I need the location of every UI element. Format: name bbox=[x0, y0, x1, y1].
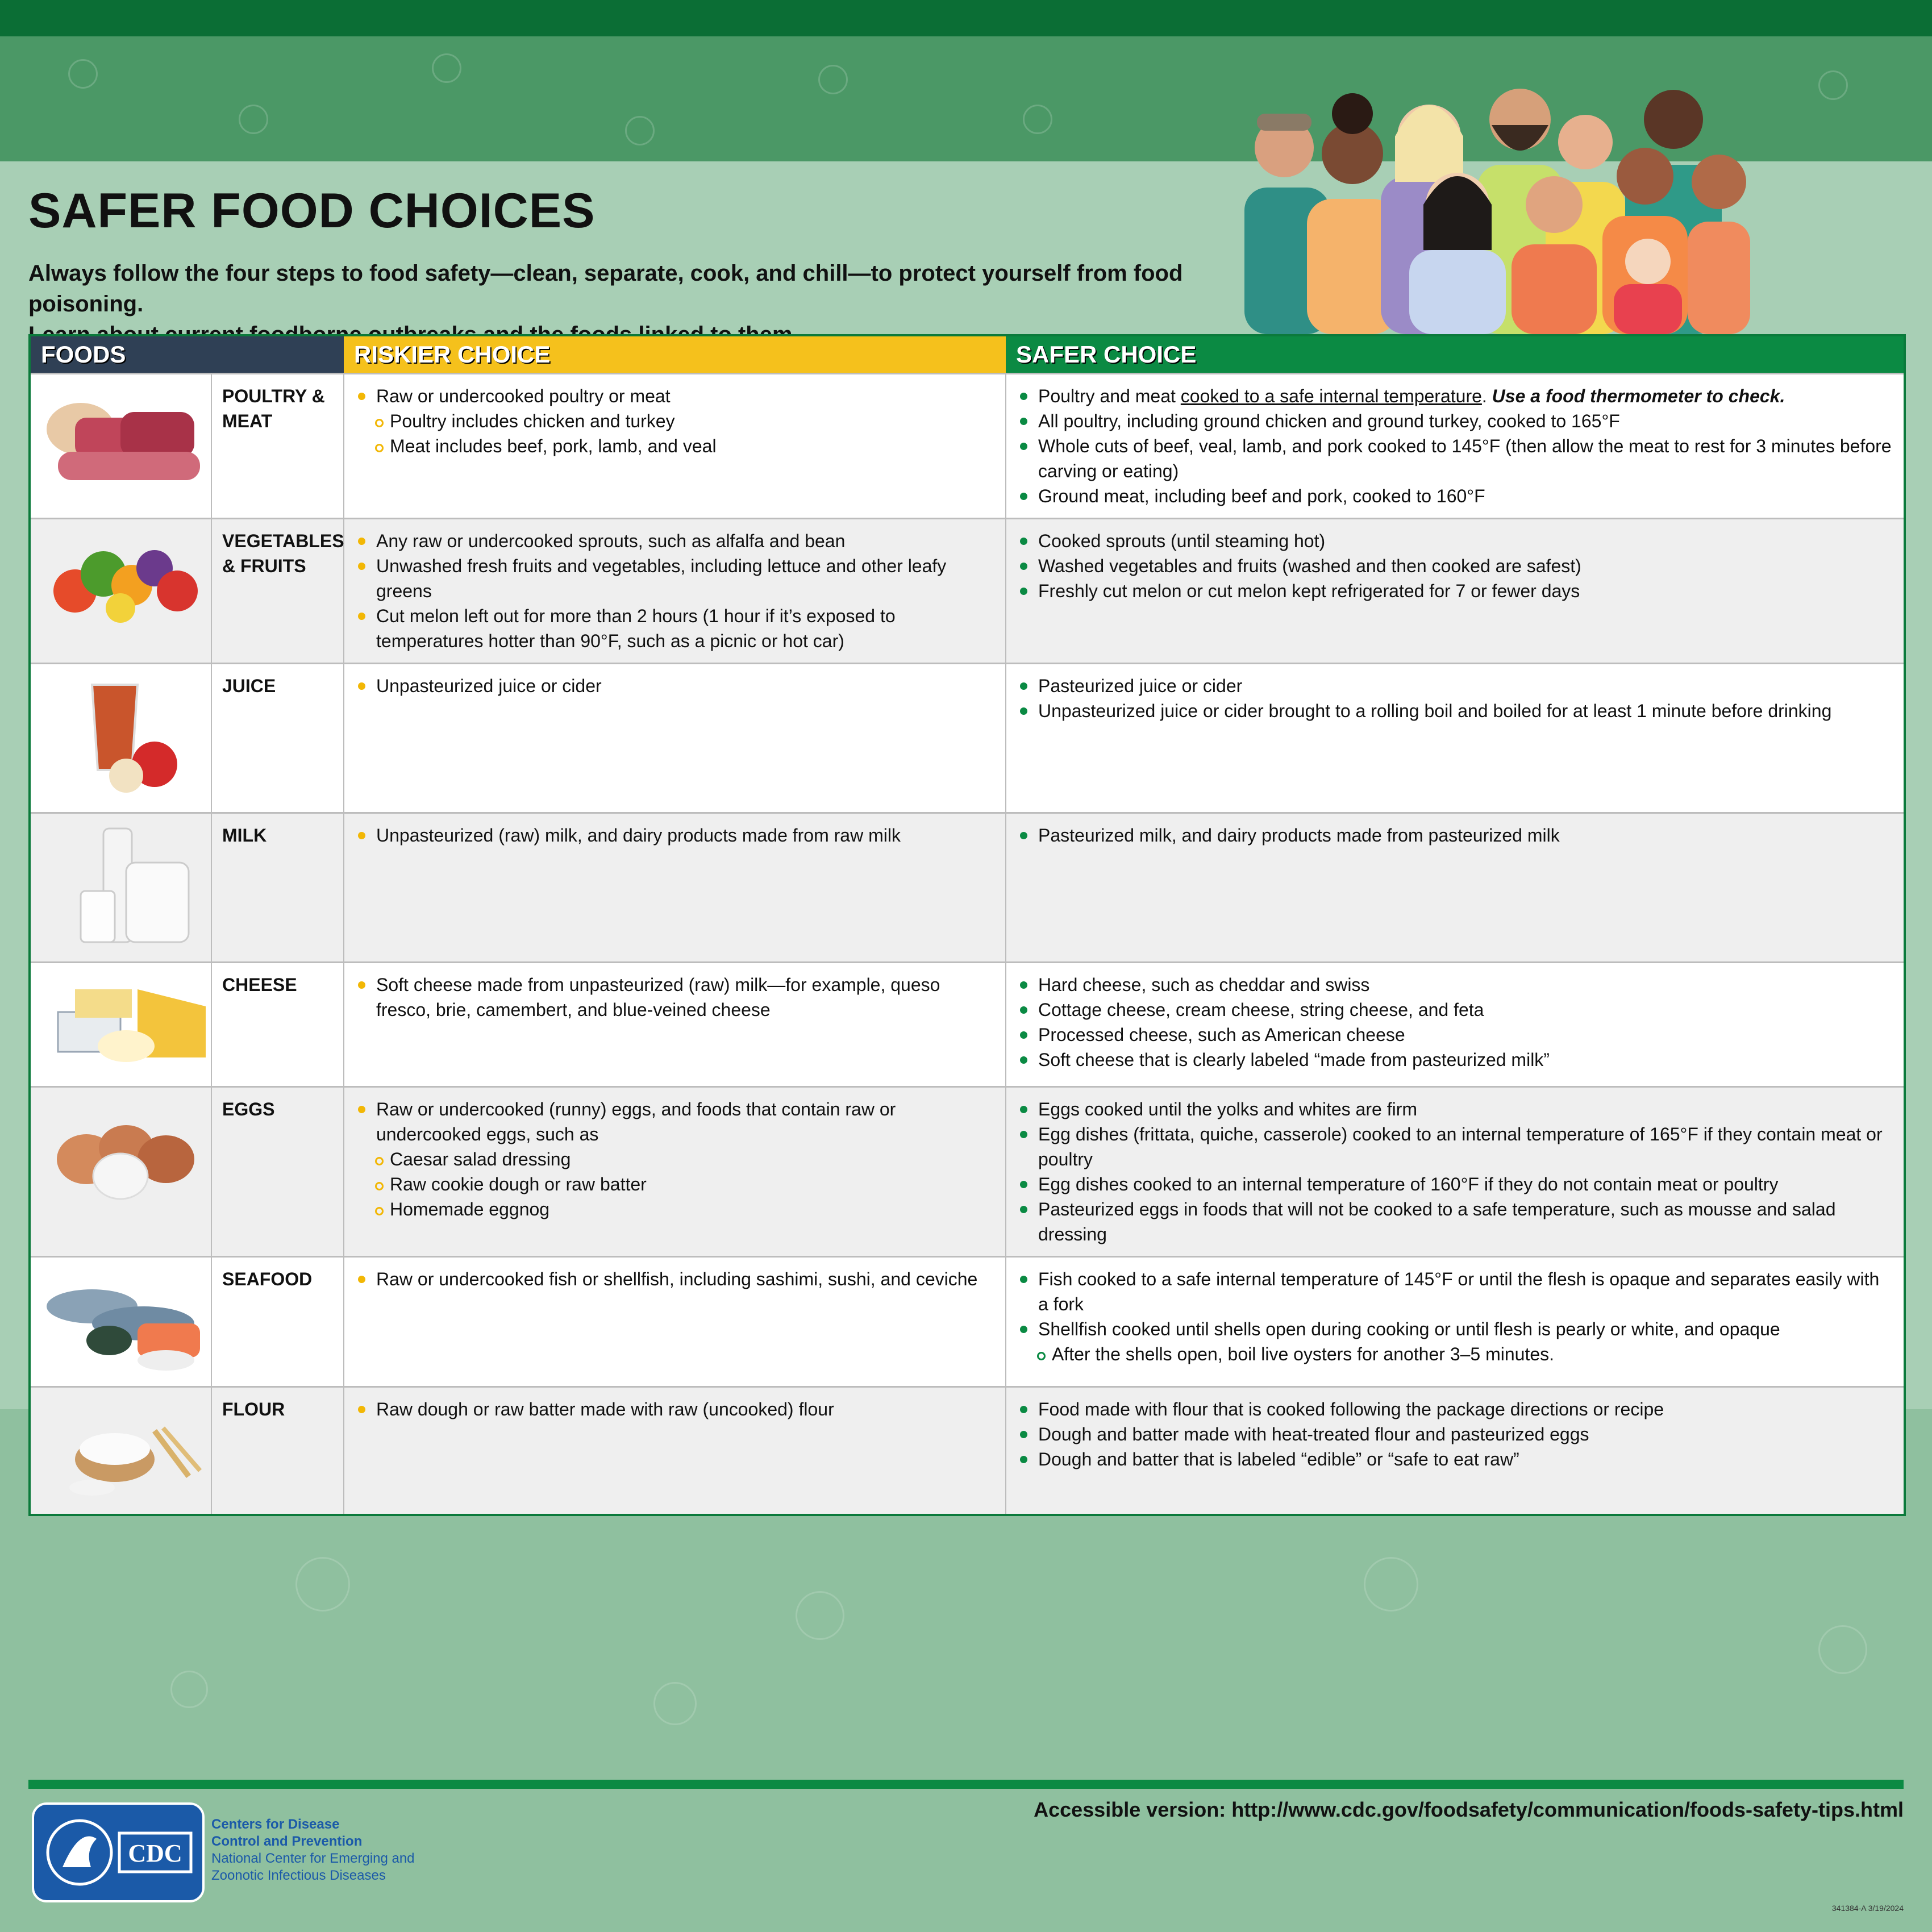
cheese-image bbox=[41, 972, 211, 1075]
riskier-cell bbox=[344, 1087, 1006, 1257]
table-row bbox=[30, 1257, 1905, 1387]
safer-item: Hard cheese, such as cheddar and swiss bbox=[1017, 972, 1893, 997]
food-name: VEGETABLES & FRUITS bbox=[211, 519, 344, 664]
footer-divider bbox=[28, 1780, 1904, 1789]
riskier-subitem: Homemade eggnog bbox=[355, 1197, 995, 1222]
flour-image bbox=[41, 1397, 211, 1505]
safer-item: Food made with flour that is cooked following the package directions or recipe bbox=[1017, 1397, 1893, 1422]
safer-subitem: After the shells open, boil live oysters for another 3–5 minutes. bbox=[1017, 1342, 1893, 1367]
safer-cell bbox=[1006, 1257, 1905, 1387]
food-image-cell bbox=[30, 374, 211, 519]
riskier-item: Unpasteurized (raw) milk, and dairy products made from raw milk bbox=[355, 823, 995, 848]
safer-cell bbox=[1006, 1387, 1905, 1515]
thermometer-note: Use a food thermometer to check. bbox=[1492, 386, 1785, 406]
safer-item-punct: . bbox=[1481, 386, 1492, 406]
vegetables-fruits-image bbox=[41, 528, 211, 625]
safer-item: Pasteurized eggs in foods that will not be cooked to a safe temperature, such as mousse and salad dressing bbox=[1017, 1197, 1893, 1247]
safer-item: Unpasteurized juice or cider brought to a rolling boil and boiled for at least 1 minute before drinking bbox=[1017, 698, 1893, 723]
safer-cell bbox=[1006, 963, 1905, 1087]
document-id: 341384-A 3/19/2024 bbox=[1831, 1904, 1904, 1913]
food-image-cell bbox=[30, 1257, 211, 1387]
cdc-name-line-1: Centers for Disease bbox=[211, 1817, 340, 1832]
header-foods: FOODS bbox=[30, 335, 344, 374]
safer-cell bbox=[1006, 374, 1905, 519]
milk-image bbox=[41, 823, 211, 948]
table-row bbox=[30, 1387, 1905, 1515]
safer-item: Egg dishes cooked to an internal temperature of 160°F if they do not contain meat or poultry bbox=[1017, 1172, 1893, 1197]
riskier-item: Raw or undercooked poultry or meat bbox=[355, 384, 995, 409]
seafood-image bbox=[41, 1267, 211, 1375]
riskier-cell bbox=[344, 519, 1006, 664]
riskier-item: Cut melon left out for more than 2 hours (1 hour if it’s exposed to temperatures hotter than 90°F, such as a picnic or hot car) bbox=[355, 603, 995, 653]
safer-item: Dough and batter made with heat-treated flour and pasteurized eggs bbox=[1017, 1422, 1893, 1447]
table-header-row bbox=[30, 335, 1905, 374]
safer-item: All poultry, including ground chicken and ground turkey, cooked to 165°F bbox=[1017, 409, 1893, 434]
safer-item: Whole cuts of beef, veal, lamb, and pork cooked to 145°F (then allow the meat to rest for 3 minutes before carving or eating) bbox=[1017, 434, 1893, 484]
riskier-item: Raw or undercooked fish or shellfish, including sashimi, sushi, and ceviche bbox=[355, 1267, 995, 1292]
food-choices-table bbox=[28, 334, 1906, 1516]
cdc-name bbox=[211, 1816, 415, 1884]
food-image-cell bbox=[30, 1087, 211, 1257]
header-safer-choice: SAFER CHOICE bbox=[1006, 335, 1905, 374]
safer-item: Fish cooked to a safe internal temperature of 145°F or until the flesh is opaque and separates easily with a fork bbox=[1017, 1267, 1893, 1317]
table-row bbox=[30, 519, 1905, 664]
riskier-item: Unwashed fresh fruits and vegetables, including lettuce and other leafy greens bbox=[355, 553, 995, 603]
food-name: CHEESE bbox=[211, 963, 344, 1087]
safer-item: Cooked sprouts (until steaming hot) bbox=[1017, 528, 1893, 553]
cdc-logo-text: CDC bbox=[128, 1839, 182, 1867]
intro-line-1: Always follow the four steps to food safety—clean, separate, cook, and chill—to protect yourself from food poisoning. bbox=[28, 261, 1183, 317]
table-row bbox=[30, 664, 1905, 813]
food-image-cell bbox=[30, 519, 211, 664]
safer-item: Freshly cut melon or cut melon kept refrigerated for 7 or fewer days bbox=[1017, 578, 1893, 603]
riskier-subitem: Caesar salad dressing bbox=[355, 1147, 995, 1172]
riskier-cell bbox=[344, 963, 1006, 1087]
table-row bbox=[30, 813, 1905, 963]
riskier-item: Soft cheese made from unpasteurized (raw) milk—for example, queso fresco, brie, camembert, and blue-veined cheese bbox=[355, 972, 995, 1022]
riskier-item: Any raw or undercooked sprouts, such as alfalfa and bean bbox=[355, 528, 995, 553]
food-image-cell bbox=[30, 813, 211, 963]
riskier-item: Unpasteurized juice or cider bbox=[355, 673, 995, 698]
safer-item: Washed vegetables and fruits (washed and then cooked are safest) bbox=[1017, 553, 1893, 578]
page-title: SAFER FOOD CHOICES bbox=[28, 184, 596, 238]
cdc-name-line-4: Zoonotic Infectious Diseases bbox=[211, 1868, 386, 1883]
eggs-image bbox=[41, 1097, 211, 1210]
safer-item: Dough and batter that is labeled “edible” or “safe to eat raw” bbox=[1017, 1447, 1893, 1472]
safer-cell bbox=[1006, 1087, 1905, 1257]
table-row bbox=[30, 1087, 1905, 1257]
food-name: JUICE bbox=[211, 664, 344, 813]
safer-item: Soft cheese that is clearly labeled “made from pasteurized milk” bbox=[1017, 1047, 1893, 1072]
safer-cell bbox=[1006, 519, 1905, 664]
hhs-eagle-icon bbox=[34, 1805, 202, 1900]
food-image-cell bbox=[30, 963, 211, 1087]
safer-item: Processed cheese, such as American cheese bbox=[1017, 1022, 1893, 1047]
riskier-subitem: Meat includes beef, pork, lamb, and veal bbox=[355, 434, 995, 459]
people-illustration bbox=[1239, 34, 1750, 334]
poultry-meat-image bbox=[41, 384, 211, 497]
food-name: EGGS bbox=[211, 1087, 344, 1257]
riskier-item: Raw dough or raw batter made with raw (uncooked) flour bbox=[355, 1397, 995, 1422]
riskier-cell bbox=[344, 813, 1006, 963]
food-name: MILK bbox=[211, 813, 344, 963]
food-name: POULTRY & MEAT bbox=[211, 374, 344, 519]
riskier-subitem: Raw cookie dough or raw batter bbox=[355, 1172, 995, 1197]
cdc-logo bbox=[32, 1802, 205, 1902]
accessible-version-link[interactable]: Accessible version: http://www.cdc.gov/foodsafety/communication/foods-safety-tips.html bbox=[1034, 1798, 1904, 1821]
food-name: SEAFOOD bbox=[211, 1257, 344, 1387]
safer-item: Eggs cooked until the yolks and whites are firm bbox=[1017, 1097, 1893, 1122]
table-row bbox=[30, 963, 1905, 1087]
food-image-cell bbox=[30, 664, 211, 813]
safer-item: Pasteurized juice or cider bbox=[1017, 673, 1893, 698]
riskier-subitem: Poultry includes chicken and turkey bbox=[355, 409, 995, 434]
riskier-cell bbox=[344, 1257, 1006, 1387]
safer-item: Ground meat, including beef and pork, cooked to 160°F bbox=[1017, 484, 1893, 509]
safer-item: Shellfish cooked until shells open during cooking or until flesh is pearly or white, and opaque bbox=[1017, 1317, 1893, 1342]
header-riskier-choice: RISKIER CHOICE bbox=[344, 335, 1006, 374]
food-image-cell bbox=[30, 1387, 211, 1515]
juice-image bbox=[41, 673, 211, 798]
riskier-item: Raw or undercooked (runny) eggs, and foods that contain raw or undercooked eggs, such as bbox=[355, 1097, 995, 1147]
safer-cell bbox=[1006, 664, 1905, 813]
riskier-cell bbox=[344, 1387, 1006, 1515]
table-row bbox=[30, 374, 1905, 519]
safe-temperature-link[interactable]: cooked to a safe internal temperature bbox=[1180, 386, 1482, 406]
cdc-name-line-3: National Center for Emerging and bbox=[211, 1851, 415, 1866]
safer-item: Egg dishes (frittata, quiche, casserole) cooked to an internal temperature of 165°F if they contain meat or poultry bbox=[1017, 1122, 1893, 1172]
safer-item bbox=[1017, 384, 1893, 409]
food-name: FLOUR bbox=[211, 1387, 344, 1515]
cdc-name-line-2: Control and Prevention bbox=[211, 1834, 363, 1849]
riskier-cell bbox=[344, 664, 1006, 813]
riskier-cell bbox=[344, 374, 1006, 519]
safer-cell bbox=[1006, 813, 1905, 963]
safer-item: Pasteurized milk, and dairy products made from pasteurized milk bbox=[1017, 823, 1893, 848]
person-10 bbox=[1688, 155, 1750, 334]
safer-item: Cottage cheese, cream cheese, string cheese, and feta bbox=[1017, 997, 1893, 1022]
top-bar bbox=[0, 0, 1932, 36]
safer-item-text: Poultry and meat bbox=[1038, 386, 1181, 406]
